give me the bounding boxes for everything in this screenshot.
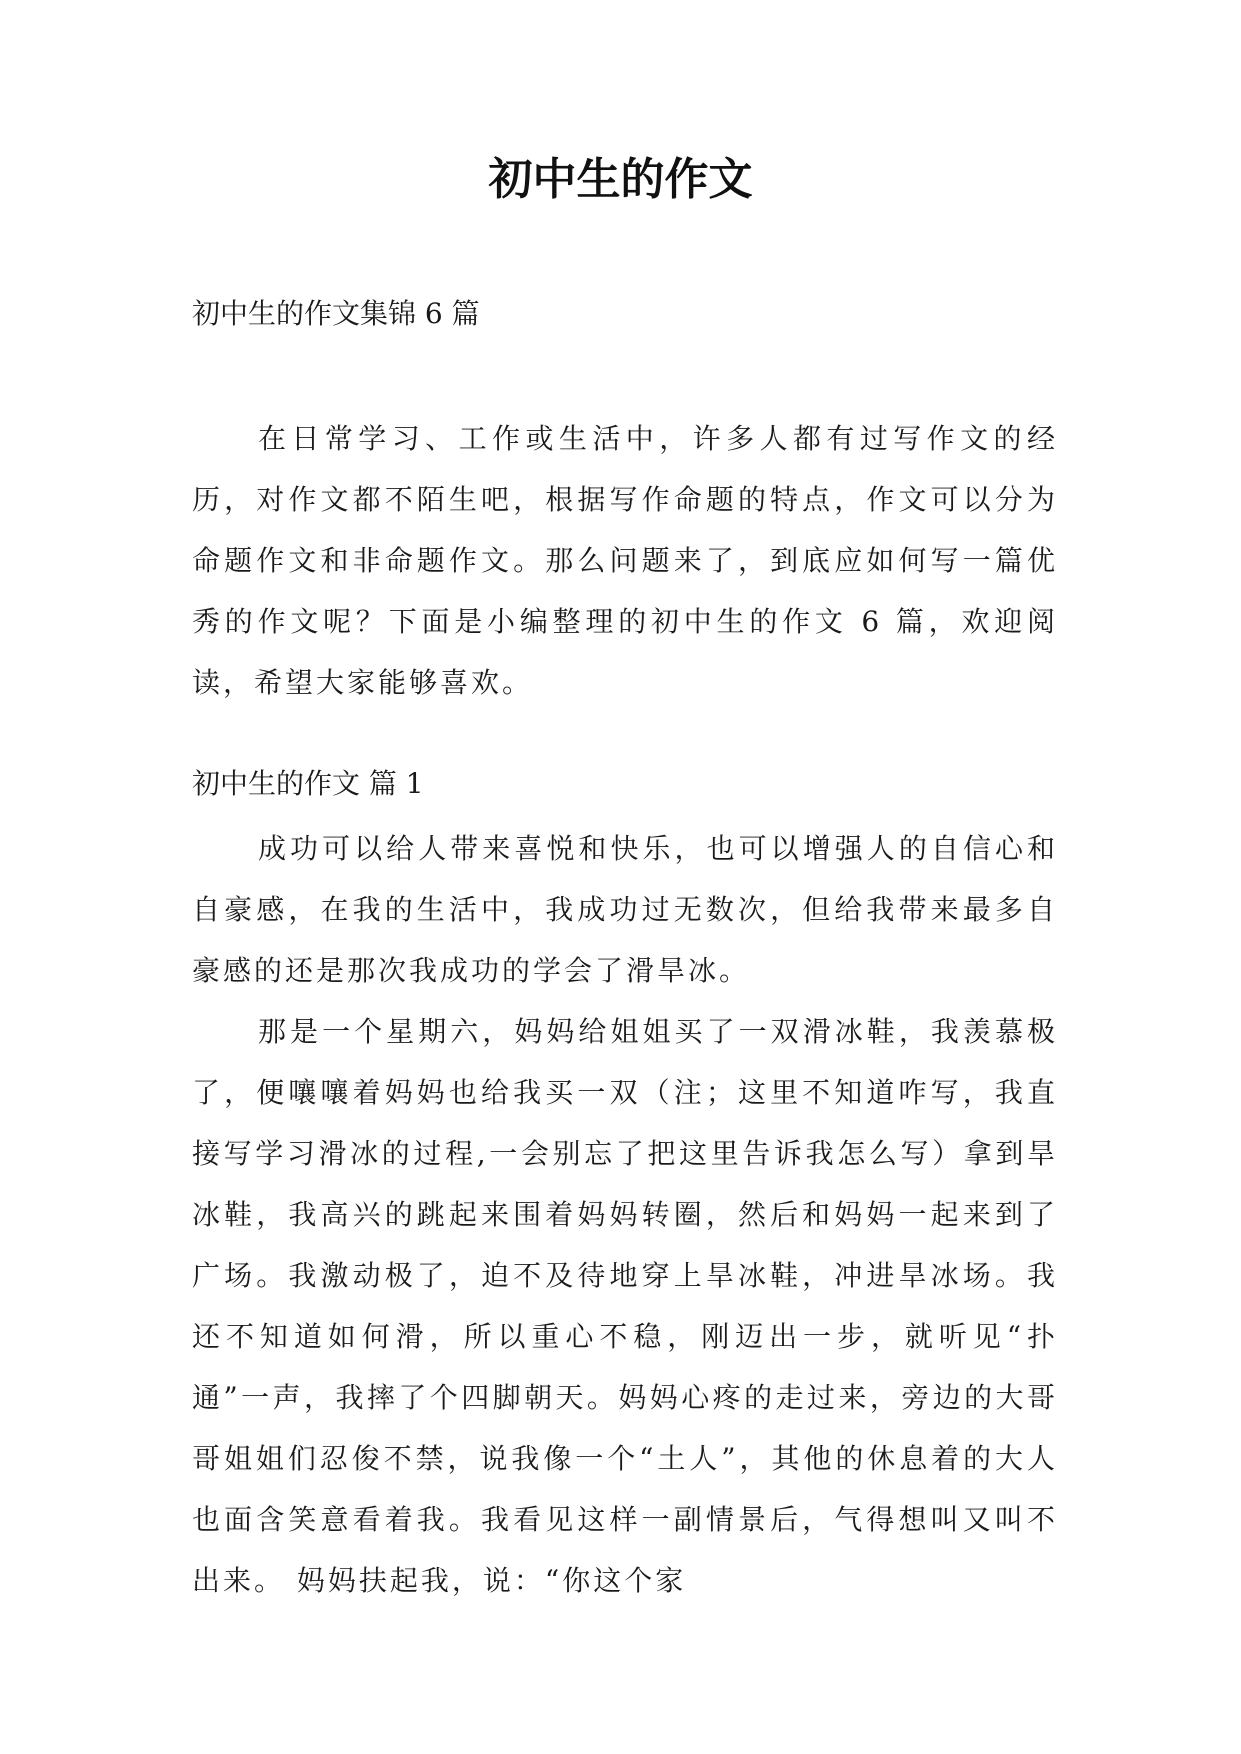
section-body xyxy=(192,818,1058,1611)
document-title: 初中生的作文 xyxy=(488,154,753,205)
body-paragraph-1: 成功可以给人带来喜悦和快乐，也可以增强人的自信心和自豪感，在我的生活中，我成功过无数次，但给我带来最多自豪感的还是那次我成功的学会了滑旱冰。 xyxy=(192,832,1058,987)
section-heading: 初中生的作文 篇 1 xyxy=(192,767,424,800)
body-paragraph-2: 那是一个星期六，妈妈给姐姐买了一双滑冰鞋，我羡慕极了，便嚷嚷着妈妈也给我买一双（注；这里不知道咋写，我直接写学习滑冰的过程,一会别忘了把这里告诉我怎么写）拿到旱冰鞋，我高兴的跳起来围着妈妈转圈，然后和妈妈一起来到了广场。我激动极了，迫不及待地穿上旱冰鞋，冲进旱冰场。我还不知道如何滑，所以重心不稳，刚迈出一步，就听见“扑通”一声，我摔了个四脚朝天。妈妈心疼的走过来，旁边的大哥哥姐姐们忍俊不禁，说我像一个“土人”，其他的休息着的大人也面含笑意看着我。我看见这样一副情景后，气得想叫又叫不出来。 妈妈扶起我，说：“你这个家 xyxy=(192,1015,1058,1597)
intro-paragraph: 在日常学习、工作或生活中，许多人都有过写作文的经历，对作文都不陌生吧，根据写作命题的特点，作文可以分为命题作文和非命题作文。那么问题来了，到底应如何写一篇优秀的作文呢？下面是小编整理的初中生的作文 6 篇，欢迎阅读，希望大家能够喜欢。 xyxy=(192,422,1058,699)
document-subtitle: 初中生的作文集锦 6 篇 xyxy=(192,297,480,330)
